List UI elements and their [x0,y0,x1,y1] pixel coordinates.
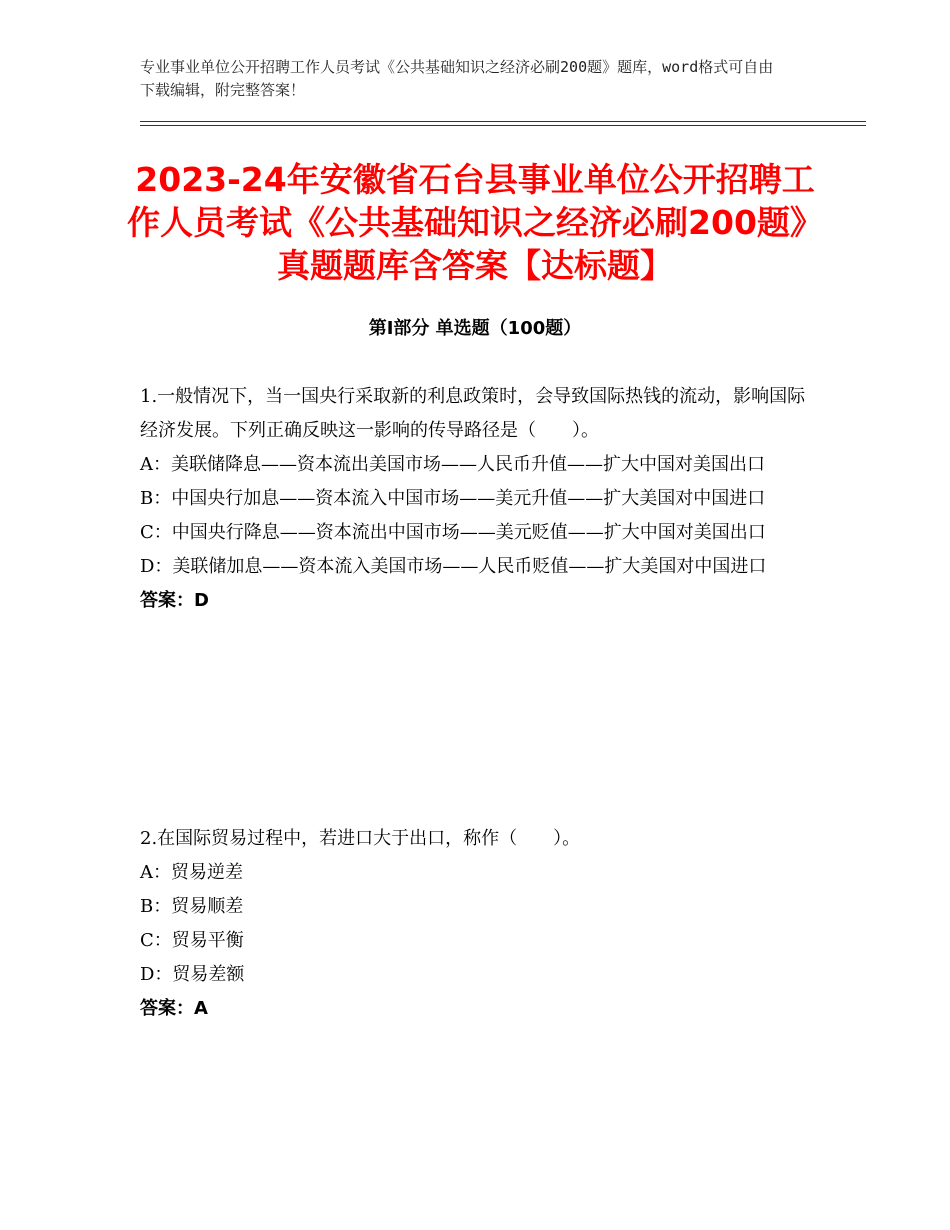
option-c: C：中国央行降息——资本流出中国市场——美元贬值——扩大中国对美国出口 [140,522,766,543]
header-divider-top [140,121,866,122]
option-c: C：贸易平衡 [140,930,244,951]
header-note: 专业事业单位公开招聘工作人员考试《公共基础知识之经济必刷200题》题库，word格式可自由下载编辑，附完整答案！ [140,58,774,99]
section-title: 第Ⅰ部分 单选题（100题） [368,318,582,339]
option-b: B：中国央行加息——资本流入中国市场——美元升值——扩大美国对中国进口 [140,488,766,509]
question-2 [140,822,820,1026]
answer: 答案：D [140,590,209,611]
question-1 [140,380,820,618]
question-text: 2.在国际贸易过程中，若进口大于出口，称作（ ）。 [140,828,581,849]
option-a: A：贸易逆差 [140,862,243,883]
answer: 答案：A [140,998,208,1019]
document-title: 2023-24年安徽省石台县事业单位公开招聘工作人员考试《公共基础知识之经济必刷200题》真题题库含答案【达标题】 [127,160,823,285]
question-text: 1.一般情况下，当一国央行采取新的利息政策时，会导致国际热钱的流动，影响国际经济发展。下列正确反映这一影响的传导路径是（ ）。 [140,386,806,441]
option-b: B：贸易顺差 [140,896,244,917]
header-divider-bottom [140,125,866,126]
option-d: D：美联储加息——资本流入美国市场——人民币贬值——扩大美国对中国进口 [140,556,767,577]
option-d: D：贸易差额 [140,964,245,985]
option-a: A：美联储降息——资本流出美国市场——人民币升值——扩大中国对美国出口 [140,454,765,475]
